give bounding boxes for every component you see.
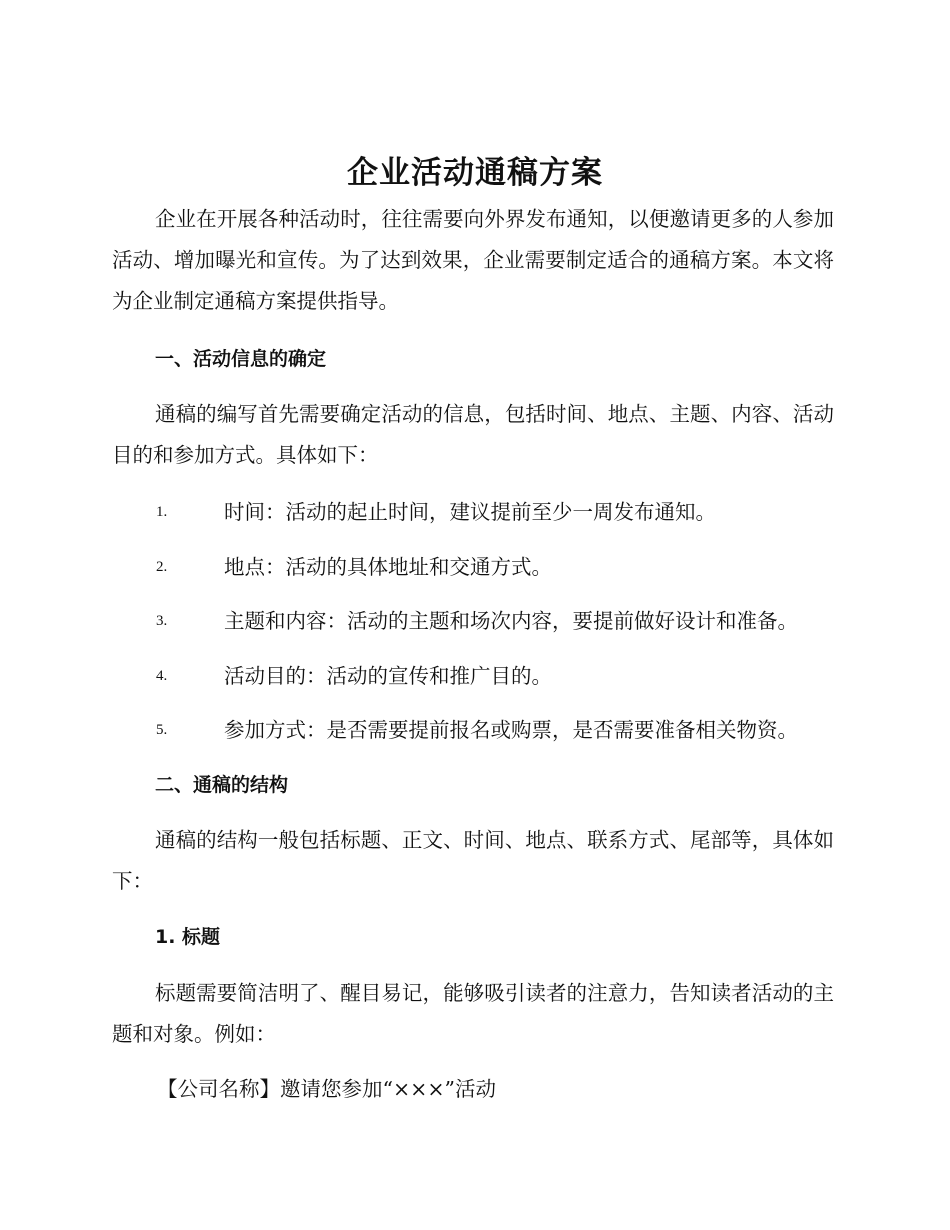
list-item: [156, 494, 846, 530]
structure-paragraph: 通稿的结构一般包括标题、正文、时间、地点、联系方式、尾部等，具体如下：: [112, 828, 834, 893]
list-item: [156, 549, 846, 585]
list-item: [156, 658, 846, 694]
list-item: [156, 712, 846, 748]
document-title: 企业活动通稿方案: [347, 155, 603, 191]
list-item-number: 1.: [156, 504, 168, 520]
list-item-text: 主题和内容：活动的主题和场次内容，要提前做好设计和准备。: [224, 609, 798, 633]
section-heading-structure: 二、通稿的结构: [155, 774, 289, 796]
list-item-text: 地点：活动的具体地址和交通方式。: [224, 555, 552, 579]
list-item-number: 2.: [156, 559, 168, 575]
list-item-text: 活动目的：活动的宣传和推广目的。: [224, 664, 552, 688]
list-item-number: 3.: [156, 613, 168, 629]
section-heading-activity-info: 一、活动信息的确定: [155, 348, 327, 370]
list-item-text: 时间：活动的起止时间，建议提前至少一周发布通知。: [224, 500, 716, 524]
list-item-number: 4.: [156, 668, 168, 684]
subsection-heading-title: 1. 标题: [155, 926, 221, 948]
list-item: [156, 603, 846, 639]
intro-paragraph: 企业在开展各种活动时，往往需要向外界发布通知，以便邀请更多的人参加活动、增加曝光和宣传。为了达到效果，企业需要制定适合的通稿方案。本文将为企业制定通稿方案提供指导。: [112, 207, 834, 313]
list-item-text: 参加方式：是否需要提前报名或购票，是否需要准备相关物资。: [224, 718, 798, 742]
activity-info-paragraph: 通稿的编写首先需要确定活动的信息，包括时间、地点、主题、内容、活动目的和参加方式。具体如下：: [112, 402, 834, 467]
list-item-number: 5.: [156, 722, 168, 738]
title-paragraph: 标题需要简洁明了、醒目易记，能够吸引读者的注意力，告知读者活动的主题和对象。例如：: [112, 981, 834, 1046]
title-example: 【公司名称】邀请您参加“×××”活动: [157, 1077, 496, 1101]
